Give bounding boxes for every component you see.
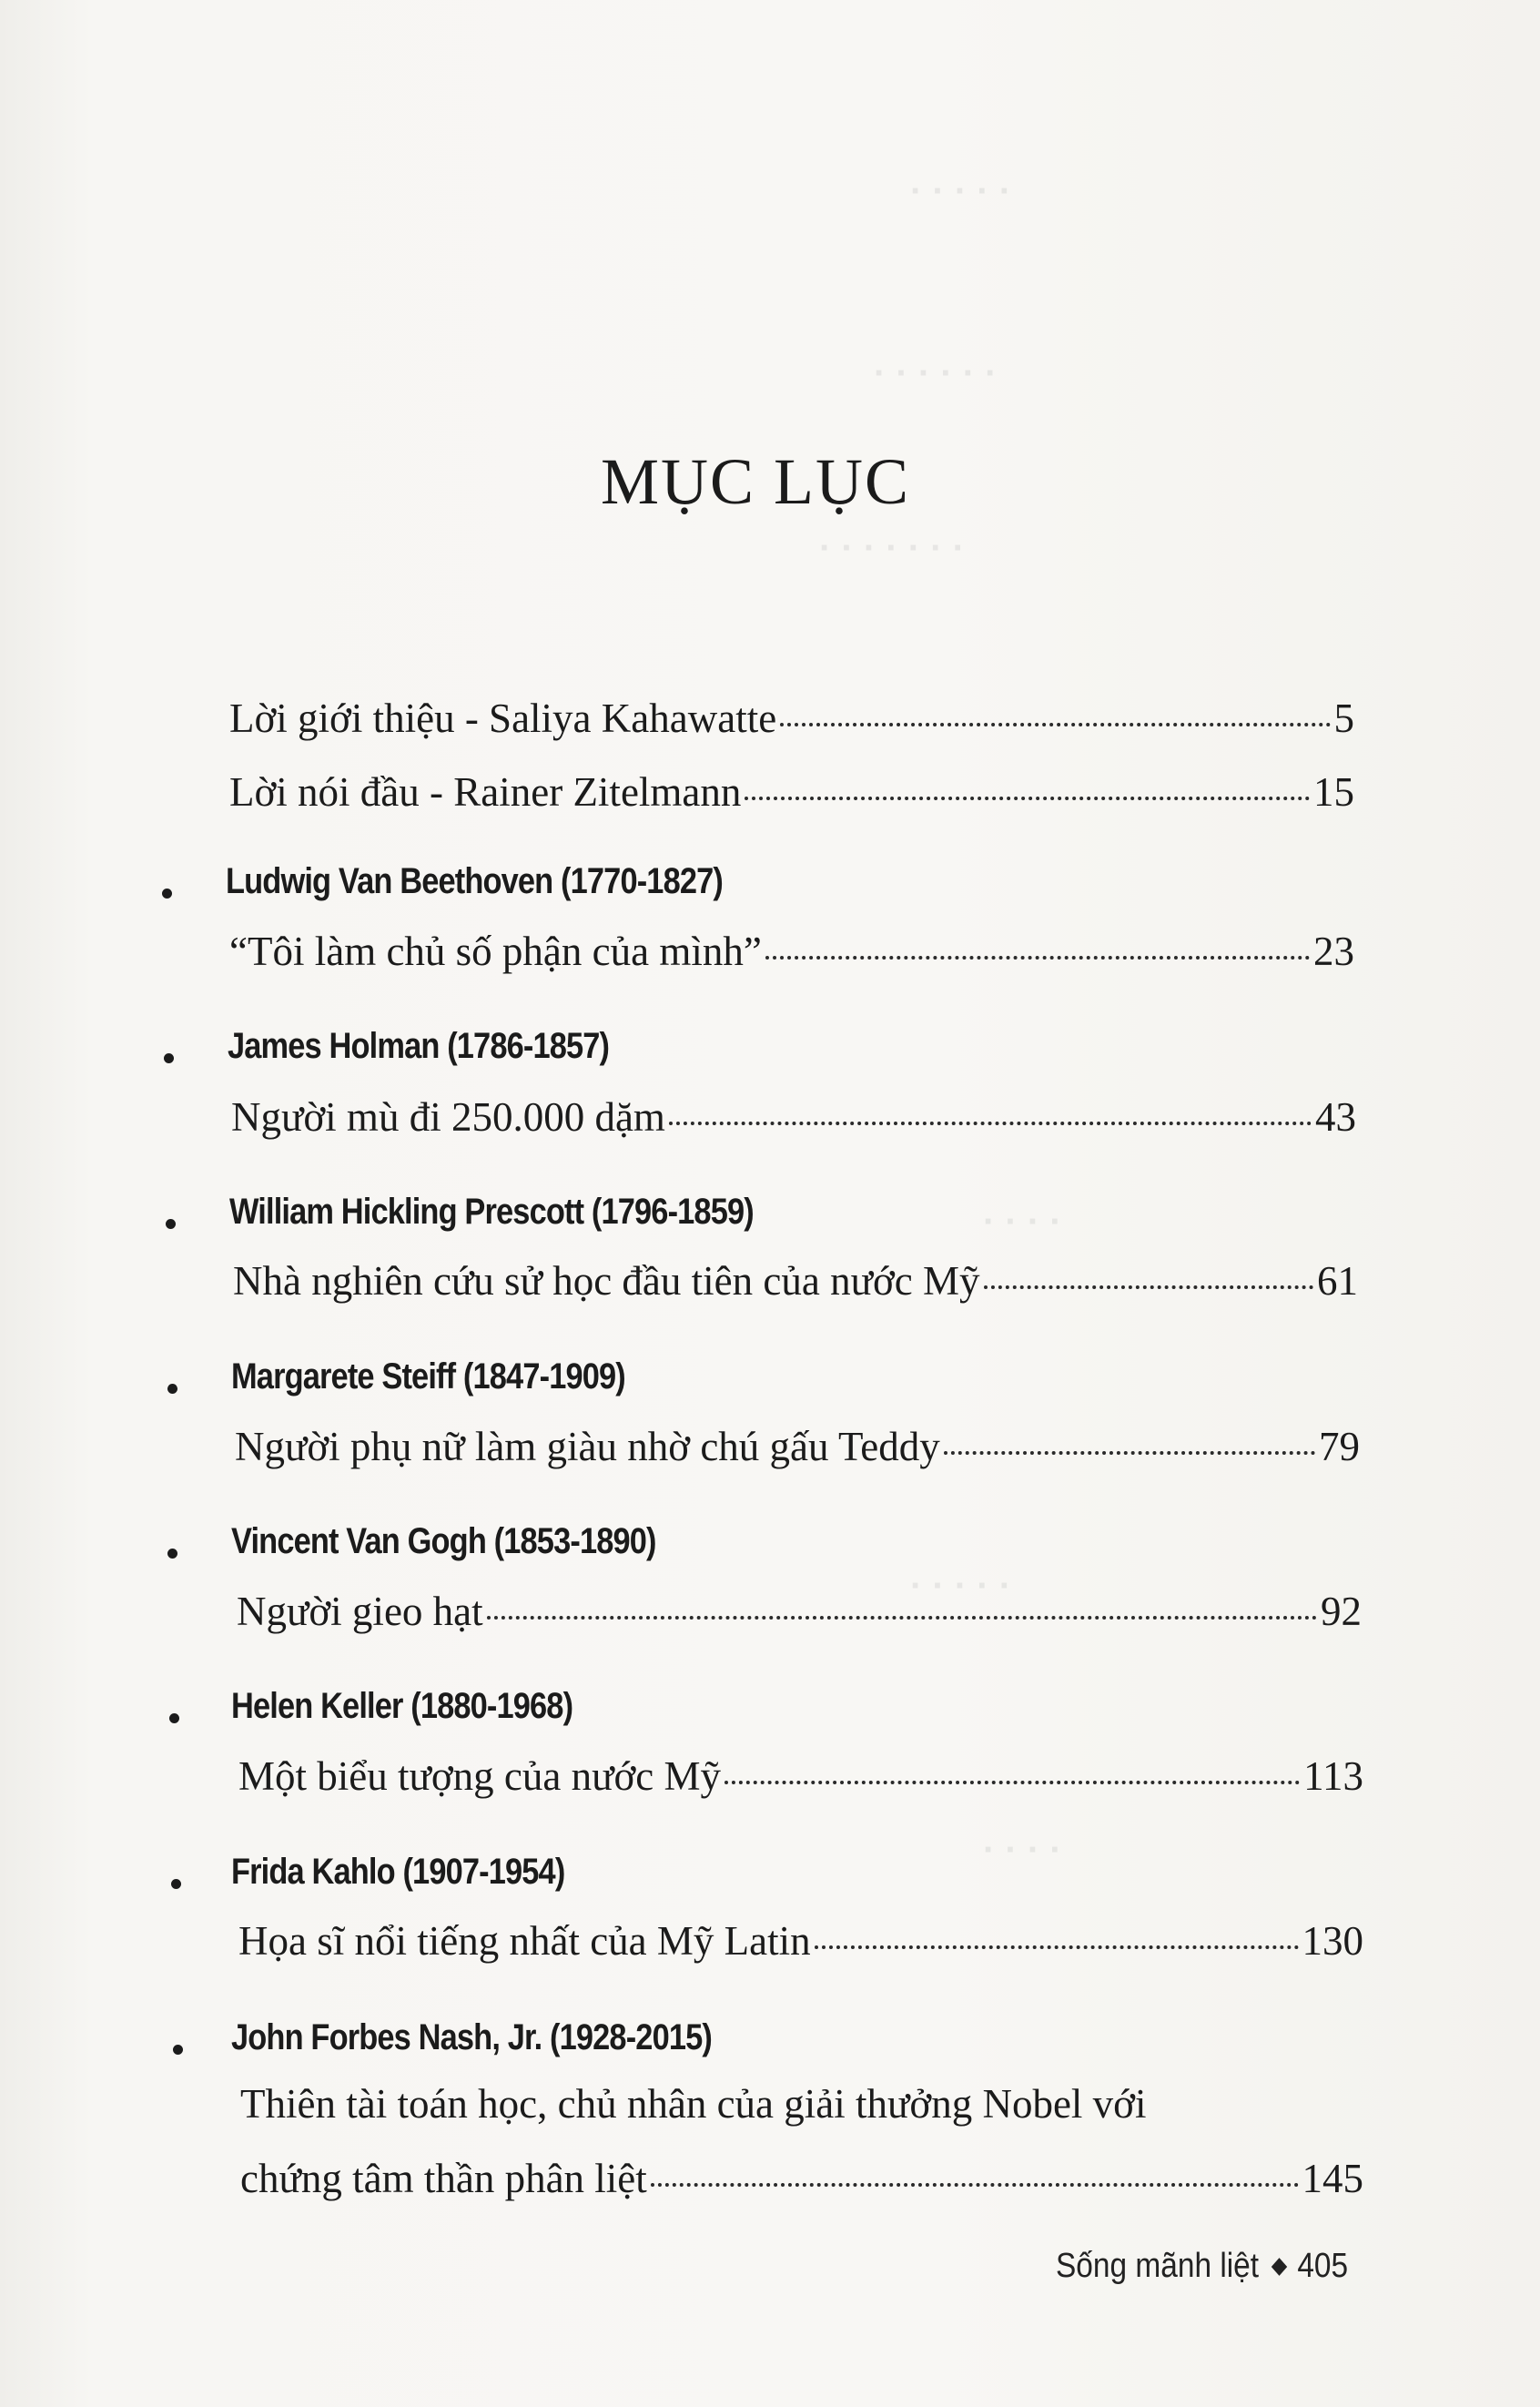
toc-page-number: 61 bbox=[1317, 1258, 1358, 1304]
toc-chapter-row[interactable] bbox=[237, 1587, 1362, 1636]
toc-chapter-title: “Tôi làm chủ số phận của mình” bbox=[229, 929, 762, 974]
toc-page-number: 79 bbox=[1319, 1424, 1360, 1469]
toc-page-number: 15 bbox=[1313, 769, 1354, 815]
toc-chapter-row[interactable] bbox=[229, 927, 1354, 976]
toc-page-number: 23 bbox=[1313, 929, 1354, 974]
diamond-icon bbox=[1271, 2258, 1286, 2276]
toc-chapter-title: Người phụ nữ làm giàu nhờ chú gấu Teddy bbox=[235, 1424, 940, 1469]
toc-page-number: 113 bbox=[1303, 1753, 1363, 1799]
toc-chapter-title: Người mù đi 250.000 dặm bbox=[231, 1094, 665, 1140]
toc-person-name: William Hickling Prescott (1796-1859) bbox=[229, 1192, 754, 1232]
dot-leader bbox=[984, 1284, 1313, 1289]
toc-chapter-row[interactable] bbox=[231, 1092, 1356, 1142]
dot-leader bbox=[780, 721, 1330, 726]
toc-page-number: 92 bbox=[1321, 1589, 1362, 1634]
toc-page-number: 5 bbox=[1333, 696, 1354, 741]
bullet-icon bbox=[167, 1549, 177, 1559]
dot-leader bbox=[745, 795, 1310, 800]
page-number: 405 bbox=[1297, 2247, 1349, 2285]
bleed-through-layer: · · · · · · · · · · · · · · · · · · · · · · · · · · · · · · · bbox=[819, 171, 1062, 1870]
toc-intro-row[interactable] bbox=[229, 767, 1354, 817]
toc-chapter-title: Nhà nghiên cứu sử học đầu tiên của nước Mỹ bbox=[233, 1258, 980, 1304]
toc-chapter-title-line2: chứng tâm thần phân liệt bbox=[240, 2156, 647, 2201]
dot-leader bbox=[487, 1614, 1317, 1620]
toc-chapter-row[interactable] bbox=[238, 1752, 1363, 1801]
dot-leader bbox=[724, 1779, 1300, 1784]
toc-chapter-title: Một biểu tượng của nước Mỹ bbox=[238, 1753, 722, 1799]
dot-leader bbox=[944, 1449, 1315, 1455]
toc-intro-row[interactable] bbox=[229, 694, 1354, 743]
toc-chapter-row[interactable] bbox=[238, 1916, 1363, 1965]
bullet-icon bbox=[162, 889, 172, 899]
toc-person-name: Ludwig Van Beethoven (1770-1827) bbox=[226, 861, 723, 901]
toc-chapter-row[interactable] bbox=[235, 1422, 1360, 1471]
toc-chapter-row[interactable] bbox=[240, 2154, 1363, 2203]
toc-chapter-title: Họa sĩ nổi tiếng nhất của Mỹ Latin bbox=[238, 1918, 811, 1964]
toc-person-name: Vincent Van Gogh (1853-1890) bbox=[231, 1521, 656, 1561]
toc-person-name: Helen Keller (1880-1968) bbox=[231, 1686, 573, 1726]
bullet-icon bbox=[166, 1219, 176, 1229]
bullet-icon bbox=[167, 1384, 177, 1394]
toc-entry-title: Lời giới thiệu - Saliya Kahawatte bbox=[229, 696, 777, 741]
toc-page-number: 43 bbox=[1315, 1094, 1356, 1140]
toc-chapter-title-line1[interactable]: Thiên tài toán học, chủ nhân của giải thưởng Nobel với bbox=[240, 2081, 1147, 2127]
running-footer bbox=[1056, 2247, 1348, 2286]
toc-person-name: Margarete Steiff (1847-1909) bbox=[231, 1356, 625, 1396]
bullet-icon bbox=[171, 1879, 181, 1889]
book-title: Sống mãnh liệt bbox=[1056, 2247, 1260, 2285]
toc-page-number: 130 bbox=[1302, 1918, 1363, 1964]
bullet-icon bbox=[164, 1053, 174, 1063]
toc-chapter-row[interactable] bbox=[233, 1256, 1358, 1305]
dot-leader bbox=[669, 1120, 1312, 1125]
dot-leader bbox=[651, 2181, 1299, 2187]
toc-person-name: John Forbes Nash, Jr. (1928-2015) bbox=[231, 2017, 712, 2057]
toc-chapter-title: Người gieo hạt bbox=[237, 1589, 483, 1634]
page-title: MỤC LỤC bbox=[600, 445, 911, 518]
toc-person-name: James Holman (1786-1857) bbox=[228, 1026, 610, 1066]
bullet-icon bbox=[169, 1713, 179, 1723]
toc-entry-title: Lời nói đầu - Rainer Zitelmann bbox=[229, 769, 742, 815]
toc-page-number: 145 bbox=[1302, 2156, 1363, 2201]
dot-leader bbox=[765, 954, 1310, 960]
dot-leader bbox=[815, 1944, 1299, 1949]
bullet-icon bbox=[173, 2045, 183, 2055]
toc-person-name: Frida Kahlo (1907-1954) bbox=[231, 1852, 565, 1892]
